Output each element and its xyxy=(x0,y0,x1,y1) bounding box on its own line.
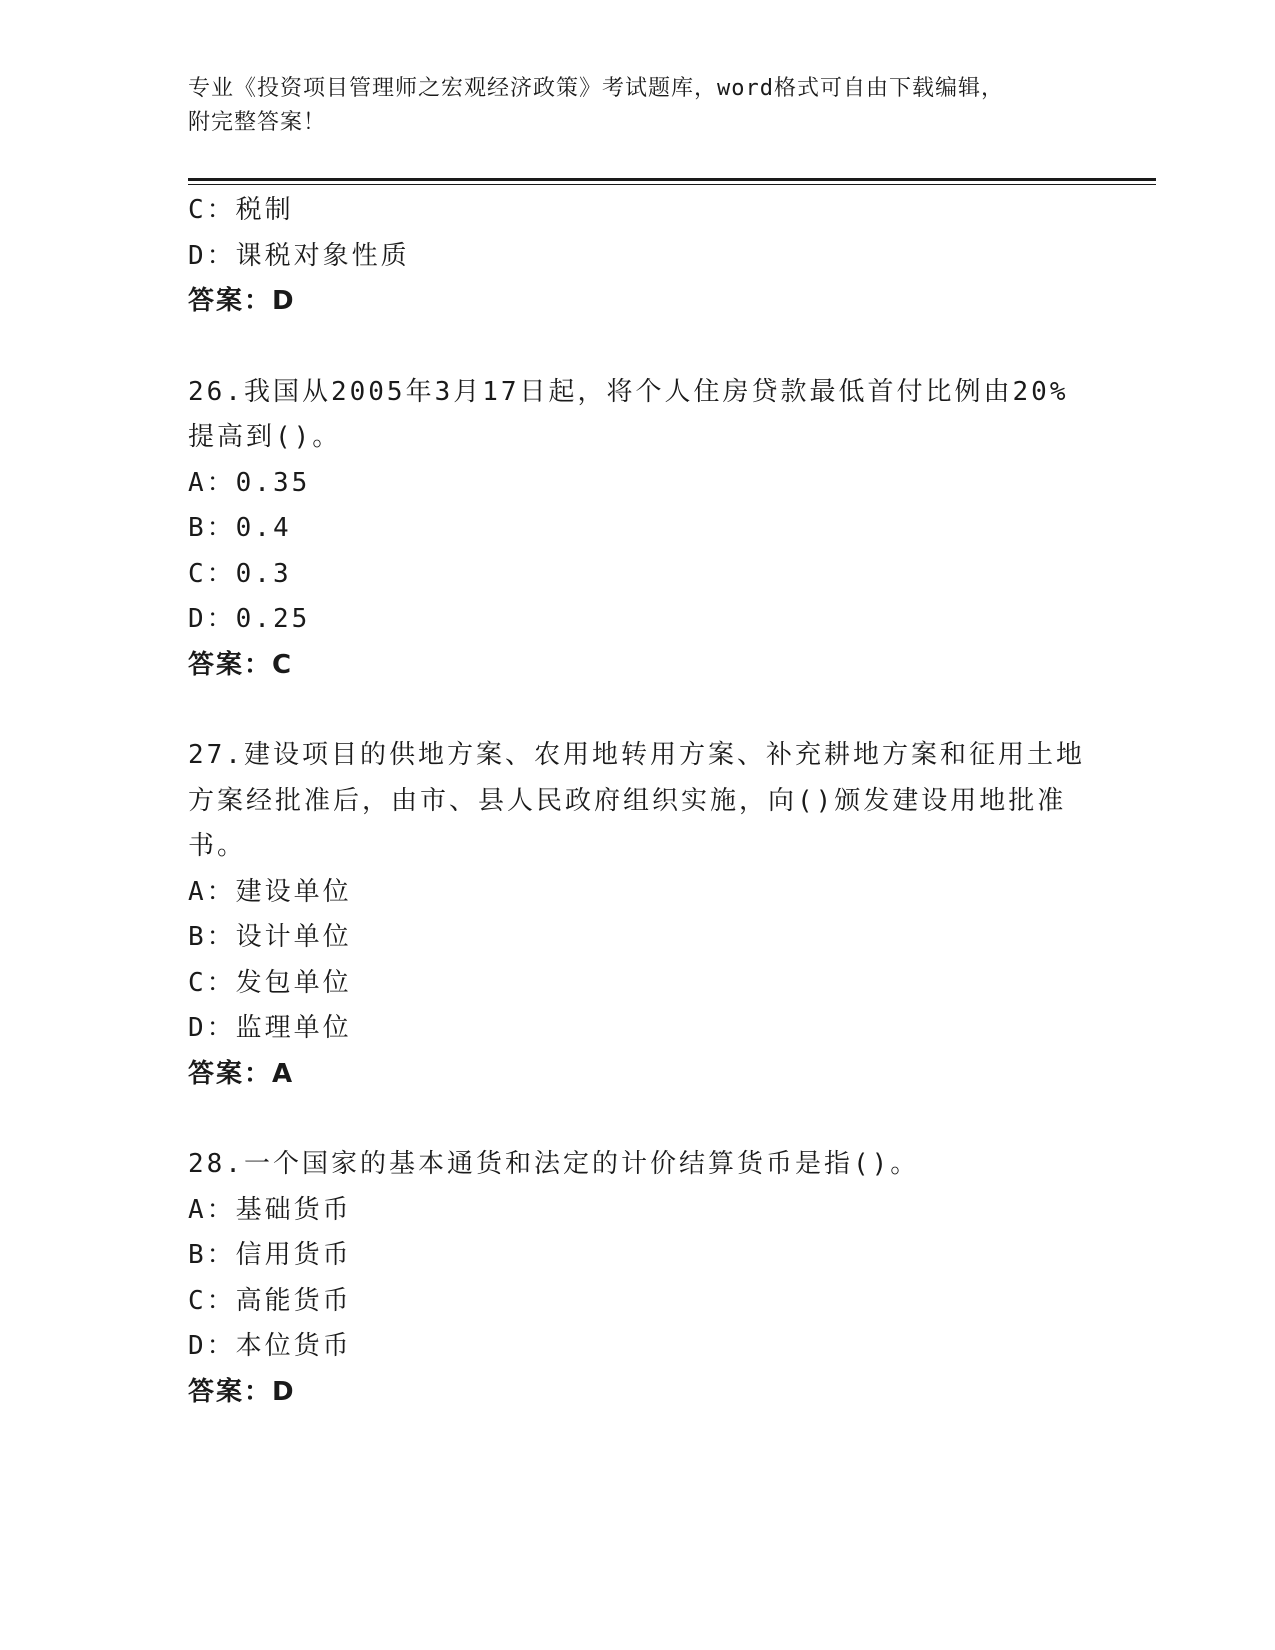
option-c: C：发包单位 xyxy=(188,967,352,998)
option-c: C：0.3 xyxy=(188,558,292,589)
option-b: B：0.4 xyxy=(188,513,292,543)
question-block-27 xyxy=(188,733,1088,1097)
answer-text: 答案：D xyxy=(188,286,296,316)
answer-text: 答案：C xyxy=(188,649,294,680)
option-a: A：建设单位 xyxy=(188,876,352,907)
question-text-line: 28.一个国家的基本通货和法定的计价结算货币是指()。 xyxy=(188,1149,920,1179)
answer-text: 答案：A xyxy=(188,1058,295,1089)
option-a: A：0.35 xyxy=(188,467,311,498)
answer-text: 答案：D xyxy=(188,1376,296,1407)
option-d: D：0.25 xyxy=(188,604,311,634)
option-c: C：税制 xyxy=(188,195,294,225)
header-title-line-2: 附完整答案！ xyxy=(188,110,327,135)
question-text-line: 方案经批准后，由市、县人民政府组织实施，向()颁发建设用地批准 xyxy=(188,785,1067,816)
option-a: A：基础货币 xyxy=(188,1194,352,1225)
question-text-line: 27.建设项目的供地方案、农用地转用方案、补充耕地方案和征用土地 xyxy=(188,740,1085,770)
option-b: B：设计单位 xyxy=(188,922,352,952)
spacer xyxy=(188,325,1088,370)
question-block-26 xyxy=(188,370,1088,689)
question-text-line: 书。 xyxy=(188,831,247,861)
header-divider-thin xyxy=(188,184,1156,185)
document-header xyxy=(188,72,1088,140)
question-block-28 xyxy=(188,1142,1088,1415)
spacer xyxy=(188,1097,1088,1142)
option-d: D：课税对象性质 xyxy=(188,240,410,271)
spacer xyxy=(188,688,1088,733)
question-list xyxy=(188,188,1088,1415)
option-c: C：高能货币 xyxy=(188,1285,352,1316)
option-d: D：本位货币 xyxy=(188,1331,352,1361)
option-b: B：信用货币 xyxy=(188,1240,352,1270)
question-text-line: 26.我国从2005年3月17日起，将个人住房贷款最低首付比例由20% xyxy=(188,376,1069,407)
header-divider-thick xyxy=(188,178,1156,181)
question-block-25 xyxy=(188,188,1088,325)
header-title-line-1: 专业《投资项目管理师之宏观经济政策》考试题库，word格式可自由下载编辑， xyxy=(188,76,1004,101)
option-d: D：监理单位 xyxy=(188,1013,352,1043)
question-text-line: 提高到()。 xyxy=(188,422,342,452)
